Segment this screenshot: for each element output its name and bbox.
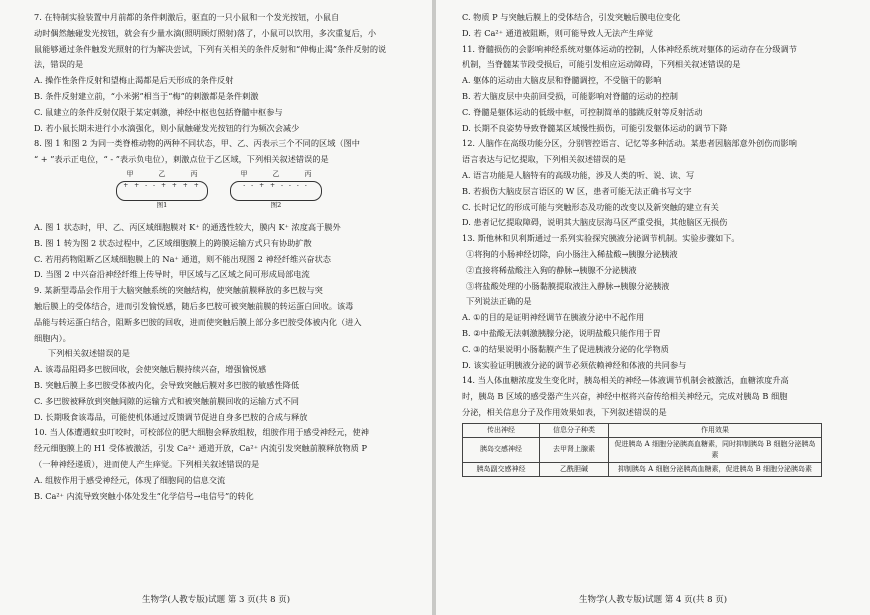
q11-option-a: A. 躯体的运动由大脑皮层和脊髓调控，不受脑干的影响 bbox=[462, 75, 662, 86]
question-7 bbox=[34, 10, 410, 136]
q13-option-c: C. ③的结果说明小肠黏膜产生了促进胰液分泌的化学物质 bbox=[462, 343, 669, 354]
q8-option-d: D. 当图 2 中兴奋沿神经纤维上传导时，甲区域与乙区域之间可形成局部电流 bbox=[34, 269, 310, 280]
q13-option-b: B. ②中盐酸无法刺激胰腺分泌，说明盐酸只能作用于胃 bbox=[462, 327, 661, 338]
right-page-footer: 生物学(人教专版)试题 第 4 页(共 8 页) bbox=[578, 595, 728, 605]
q10-stem-line: （一种神经递质），进而使人产生痒觉。下列相关叙述错误的是 bbox=[34, 458, 260, 469]
table-header-cell: 作用效果 bbox=[609, 423, 822, 437]
question-9 bbox=[34, 283, 410, 425]
page-left bbox=[0, 0, 432, 615]
q9-option-c: C. 多巴胺被释放到突触间隙的运输方式和被突触前膜回收的运输方式不同 bbox=[34, 395, 299, 406]
question-14 bbox=[462, 373, 842, 476]
q7-stem-line: 动时偶然触碰发光按钮，就会有少量水滴(照明顾灯照射)落了，小鼠可以饮用，多次重复后，小 bbox=[34, 27, 377, 38]
table-cell: 乙酰胆碱 bbox=[540, 462, 609, 476]
right-content bbox=[462, 10, 842, 477]
q9-option-a: A. 该毒品阻碍多巴胺回收，会使突触后膜持续兴奋，增强愉悦感 bbox=[34, 364, 267, 375]
q7-option-a: A. 操作性条件反射和望梅止渴都是后天形成的条件反射 bbox=[34, 75, 234, 86]
figure-2 bbox=[228, 170, 324, 218]
q10-stem-line: 经元细胞膜上的 H1 受体被激活，引发 Ca²⁺ 通道开放，Ca²⁺ 内流引发突触前膜释放物质 P bbox=[34, 443, 367, 454]
q14-stem-line: 分泌，相关信息分子及作用效果如表，下列叙述错误的是 bbox=[462, 406, 667, 417]
q13-step-2: ②直接将稀盐酸注入狗的静脉→胰腺不分泌胰液 bbox=[466, 264, 637, 275]
q10-option-b: B. Ca²⁺ 内流导致突触小体处发生“化学信号→电信号”的转化 bbox=[34, 490, 254, 501]
nerve-fiber-figure bbox=[114, 170, 410, 218]
q10-option-a: A. 组胺作用于感受神经元，体现了细胞间的信息交流 bbox=[34, 474, 226, 485]
question-10 bbox=[34, 425, 410, 504]
q11-stem-line: 机制，当脊髓某节段受损后，可能引发相应运动障碍，下列相关叙述错误的是 bbox=[462, 59, 741, 70]
q9-option-d: D. 长期吸食该毒品，可能使机体通过反馈调节促进自身多巴胺的合成与释放 bbox=[34, 411, 308, 422]
fig1-label-bing: 丙 bbox=[190, 169, 198, 178]
fig2-caption: 图2 bbox=[270, 200, 282, 209]
table-cell: 胰岛副交感神经 bbox=[463, 462, 540, 476]
q9-stem-line: 9. 某新型毒品会作用于大脑突触系统的突触结构，使突触前膜释放的多巴胺与突 bbox=[34, 285, 323, 296]
table-cell: 胰岛交感神经 bbox=[463, 437, 540, 462]
question-11 bbox=[462, 42, 842, 137]
q9-stem-line: 品能与转运蛋白结合，阻断多巴胺的回收，进而使突触后膜上部分多巴胺受体被内化（进入 bbox=[34, 316, 362, 327]
left-content bbox=[34, 10, 410, 504]
table-cell: 去甲肾上腺素 bbox=[540, 437, 609, 462]
q7-option-c: C. 鼠建立的条件反射仅限于某定刺激，神经中枢也包括脊髓中枢参与 bbox=[34, 106, 283, 117]
q8-option-a: A. 图 1 状态时，甲、乙、丙区域细胞膜对 K⁺ 的通透性较大，膜内 K⁺ 浓度高于膜外 bbox=[34, 221, 341, 232]
q12-option-b: B. 若损伤大脑皮层言语区的 W 区，患者可能无法正确书写文字 bbox=[462, 185, 692, 196]
table-row bbox=[463, 437, 822, 462]
q11-option-c: C. 脊髓是躯体运动的低级中枢，可控制简单的膝跳反射等反射活动 bbox=[462, 106, 703, 117]
q14-stem-line: 时，胰岛 B 区域的感受器产生兴奋，神经中枢将兴奋传给相关神经元，完成对胰岛 B 细胞 bbox=[462, 391, 788, 402]
fig2-axon bbox=[230, 181, 322, 201]
q13-stem-line: 下列说法正确的是 bbox=[466, 296, 532, 307]
fig2-label-jia: 甲 bbox=[240, 169, 248, 178]
q12-option-a: A. 语言功能是人脑特有的高级功能，涉及人类的听、说、读、写 bbox=[462, 169, 695, 180]
q13-stem-line: 13. 斯他林和贝利斯通过一系列实验探究胰液分泌调节机制。实验步骤如下。 bbox=[462, 233, 740, 244]
q10-option-d: D. 若 Ca²⁺ 通道被阻断，则可能导致人无法产生痒觉 bbox=[462, 27, 653, 38]
q7-option-b: B. 条件反射建立前，“小米粥”相当于“梅”的刺激都是条件刺激 bbox=[34, 90, 259, 101]
fig2-label-bing: 丙 bbox=[304, 169, 312, 178]
q7-stem-line: 法，错误的是 bbox=[34, 59, 84, 70]
table-header-row bbox=[463, 423, 822, 437]
q7-option-d: D. 若小鼠长期未进行小水滴强化，则小鼠触碰发光按钮的行为频次会减少 bbox=[34, 122, 300, 133]
question-13 bbox=[462, 231, 842, 373]
q13-step-3: ③将盐酸处理的小肠黏膜提取液注入静脉→胰腺分泌胰液 bbox=[466, 280, 670, 291]
table-row bbox=[463, 462, 822, 476]
question-8 bbox=[34, 136, 410, 283]
q9-option-b: B. 突触后膜上多巴胺受体被内化，会导致突触后膜对多巴胺的敏感性降低 bbox=[34, 379, 300, 390]
q14-info-table bbox=[462, 423, 822, 477]
q12-option-d: D. 患者记忆提取障碍，说明其大脑皮层海马区严重受损，其他脑区无损伤 bbox=[462, 217, 728, 228]
fig1-signs: + + - - + + + + bbox=[123, 181, 201, 189]
figure-1 bbox=[114, 170, 210, 218]
q7-stem-line: 鼠能够通过条件触发光照射的行为解决尝试，下列有关相关的条件反射和“伸梅止渴”条件反射的说 bbox=[34, 43, 387, 54]
q13-option-a: A. ①的目的是证明神经调节在胰液分泌中不起作用 bbox=[462, 312, 645, 323]
left-page-footer: 生物学(人教专版)试题 第 3 页(共 8 页) bbox=[141, 595, 291, 605]
fig2-label-yi: 乙 bbox=[272, 169, 280, 178]
q8-stem-line: 8. 图 1 和图 2 为同一类脊椎动物的两种不同状态，甲、乙、丙表示三个不同的区域（图中 bbox=[34, 138, 360, 149]
q13-step-1: ①将狗的小肠神经切除，向小肠注入稀盐酸→胰腺分泌胰液 bbox=[466, 248, 678, 259]
q8-option-b: B. 图 1 转为图 2 状态过程中，乙区域细胞膜上的跨膜运输方式只有协助扩散 bbox=[34, 237, 312, 248]
table-header-cell: 传出神经 bbox=[463, 423, 540, 437]
fig1-caption: 图1 bbox=[156, 200, 168, 209]
table-header-cell: 信息分子种类 bbox=[540, 423, 609, 437]
page-right bbox=[436, 0, 870, 615]
q12-stem-line: 12. 人脑作在高级功能分区，分别管控语言、记忆等多种活动。某患者因脑部意外创伤而影响 bbox=[462, 138, 797, 149]
question-12 bbox=[462, 136, 842, 231]
question-10-continued bbox=[462, 10, 842, 42]
q14-stem-line: 14. 当人体血糖浓度发生变化时，胰岛相关的神经—体液调节机制会被激活，血糖浓度升高 bbox=[462, 375, 789, 386]
q9-stem-line: 细胞内）。 bbox=[34, 332, 71, 343]
table-cell: 促进胰岛 A 细胞分泌胰高血糖素，同时抑制胰岛 B 细胞分泌胰岛素 bbox=[609, 437, 822, 462]
fig1-label-jia: 甲 bbox=[126, 169, 134, 178]
q9-stem-line: 下列相关叙述错误的是 bbox=[48, 348, 130, 359]
fig1-region-labels bbox=[114, 170, 210, 179]
q10-option-c: C. 物质 P 与突触后膜上的受体结合，引发突触后膜电位变化 bbox=[462, 12, 681, 22]
fig1-label-yi: 乙 bbox=[158, 169, 166, 178]
q9-stem-line: 触后膜上的受体结合，进而引发愉悦感，随后多巴胺可被突触前膜的转运蛋白回收。该毒 bbox=[34, 300, 354, 311]
q8-option-c: C. 若用药物阻断乙区域细胞膜上的 Na⁺ 通道，则不能出现图 2 神经纤维兴奋状态 bbox=[34, 253, 331, 264]
fig2-region-labels bbox=[228, 170, 324, 179]
table-cell: 抑制胰岛 A 细胞分泌胰高血糖素，促进胰岛 B 细胞分泌胰岛素 bbox=[609, 462, 822, 476]
fig1-axon bbox=[116, 181, 208, 201]
q10-stem-line: 10. 当人体遭遇蚊虫叮咬时，可校部位的肥大细胞会释放组胺，组胺作用于感受神经元，使神 bbox=[34, 427, 369, 438]
q11-option-b: B. 若大脑皮层中央前回受损，可能影响对脊髓的运动的控制 bbox=[462, 90, 678, 101]
fig2-signs: - - + + - - - - bbox=[243, 181, 309, 189]
q13-option-d: D. 该实验证明胰液分泌的调节必须依赖神经和体液的共同参与 bbox=[462, 359, 687, 370]
q8-stem-line: “ + ”表示正电位，“ - ”表示负电位），刺激点位于乙区域，下列相关叙述错误的是 bbox=[34, 154, 329, 165]
q12-option-c: C. 长时记忆的形成可能与突触形态及功能的改变以及新突触的建立有关 bbox=[462, 201, 719, 212]
q12-stem-line: 语言表达与记忆提取，下列相关叙述错误的是 bbox=[462, 154, 626, 165]
q11-option-d: D. 长期不良姿势导致脊髓某区域慢性损伤，可能引发躯体运动的调节下降 bbox=[462, 122, 728, 133]
q11-stem-line: 11. 脊髓损伤的会影响神经系统对躯体运动的控制，人体神经系统对躯体的运动存在分级调节 bbox=[462, 43, 797, 54]
q7-stem-line: 7. 在特制实验装置中月前都的条件刺激后，驱直的一只小鼠和一个发光按钮，小鼠自 bbox=[34, 12, 340, 22]
